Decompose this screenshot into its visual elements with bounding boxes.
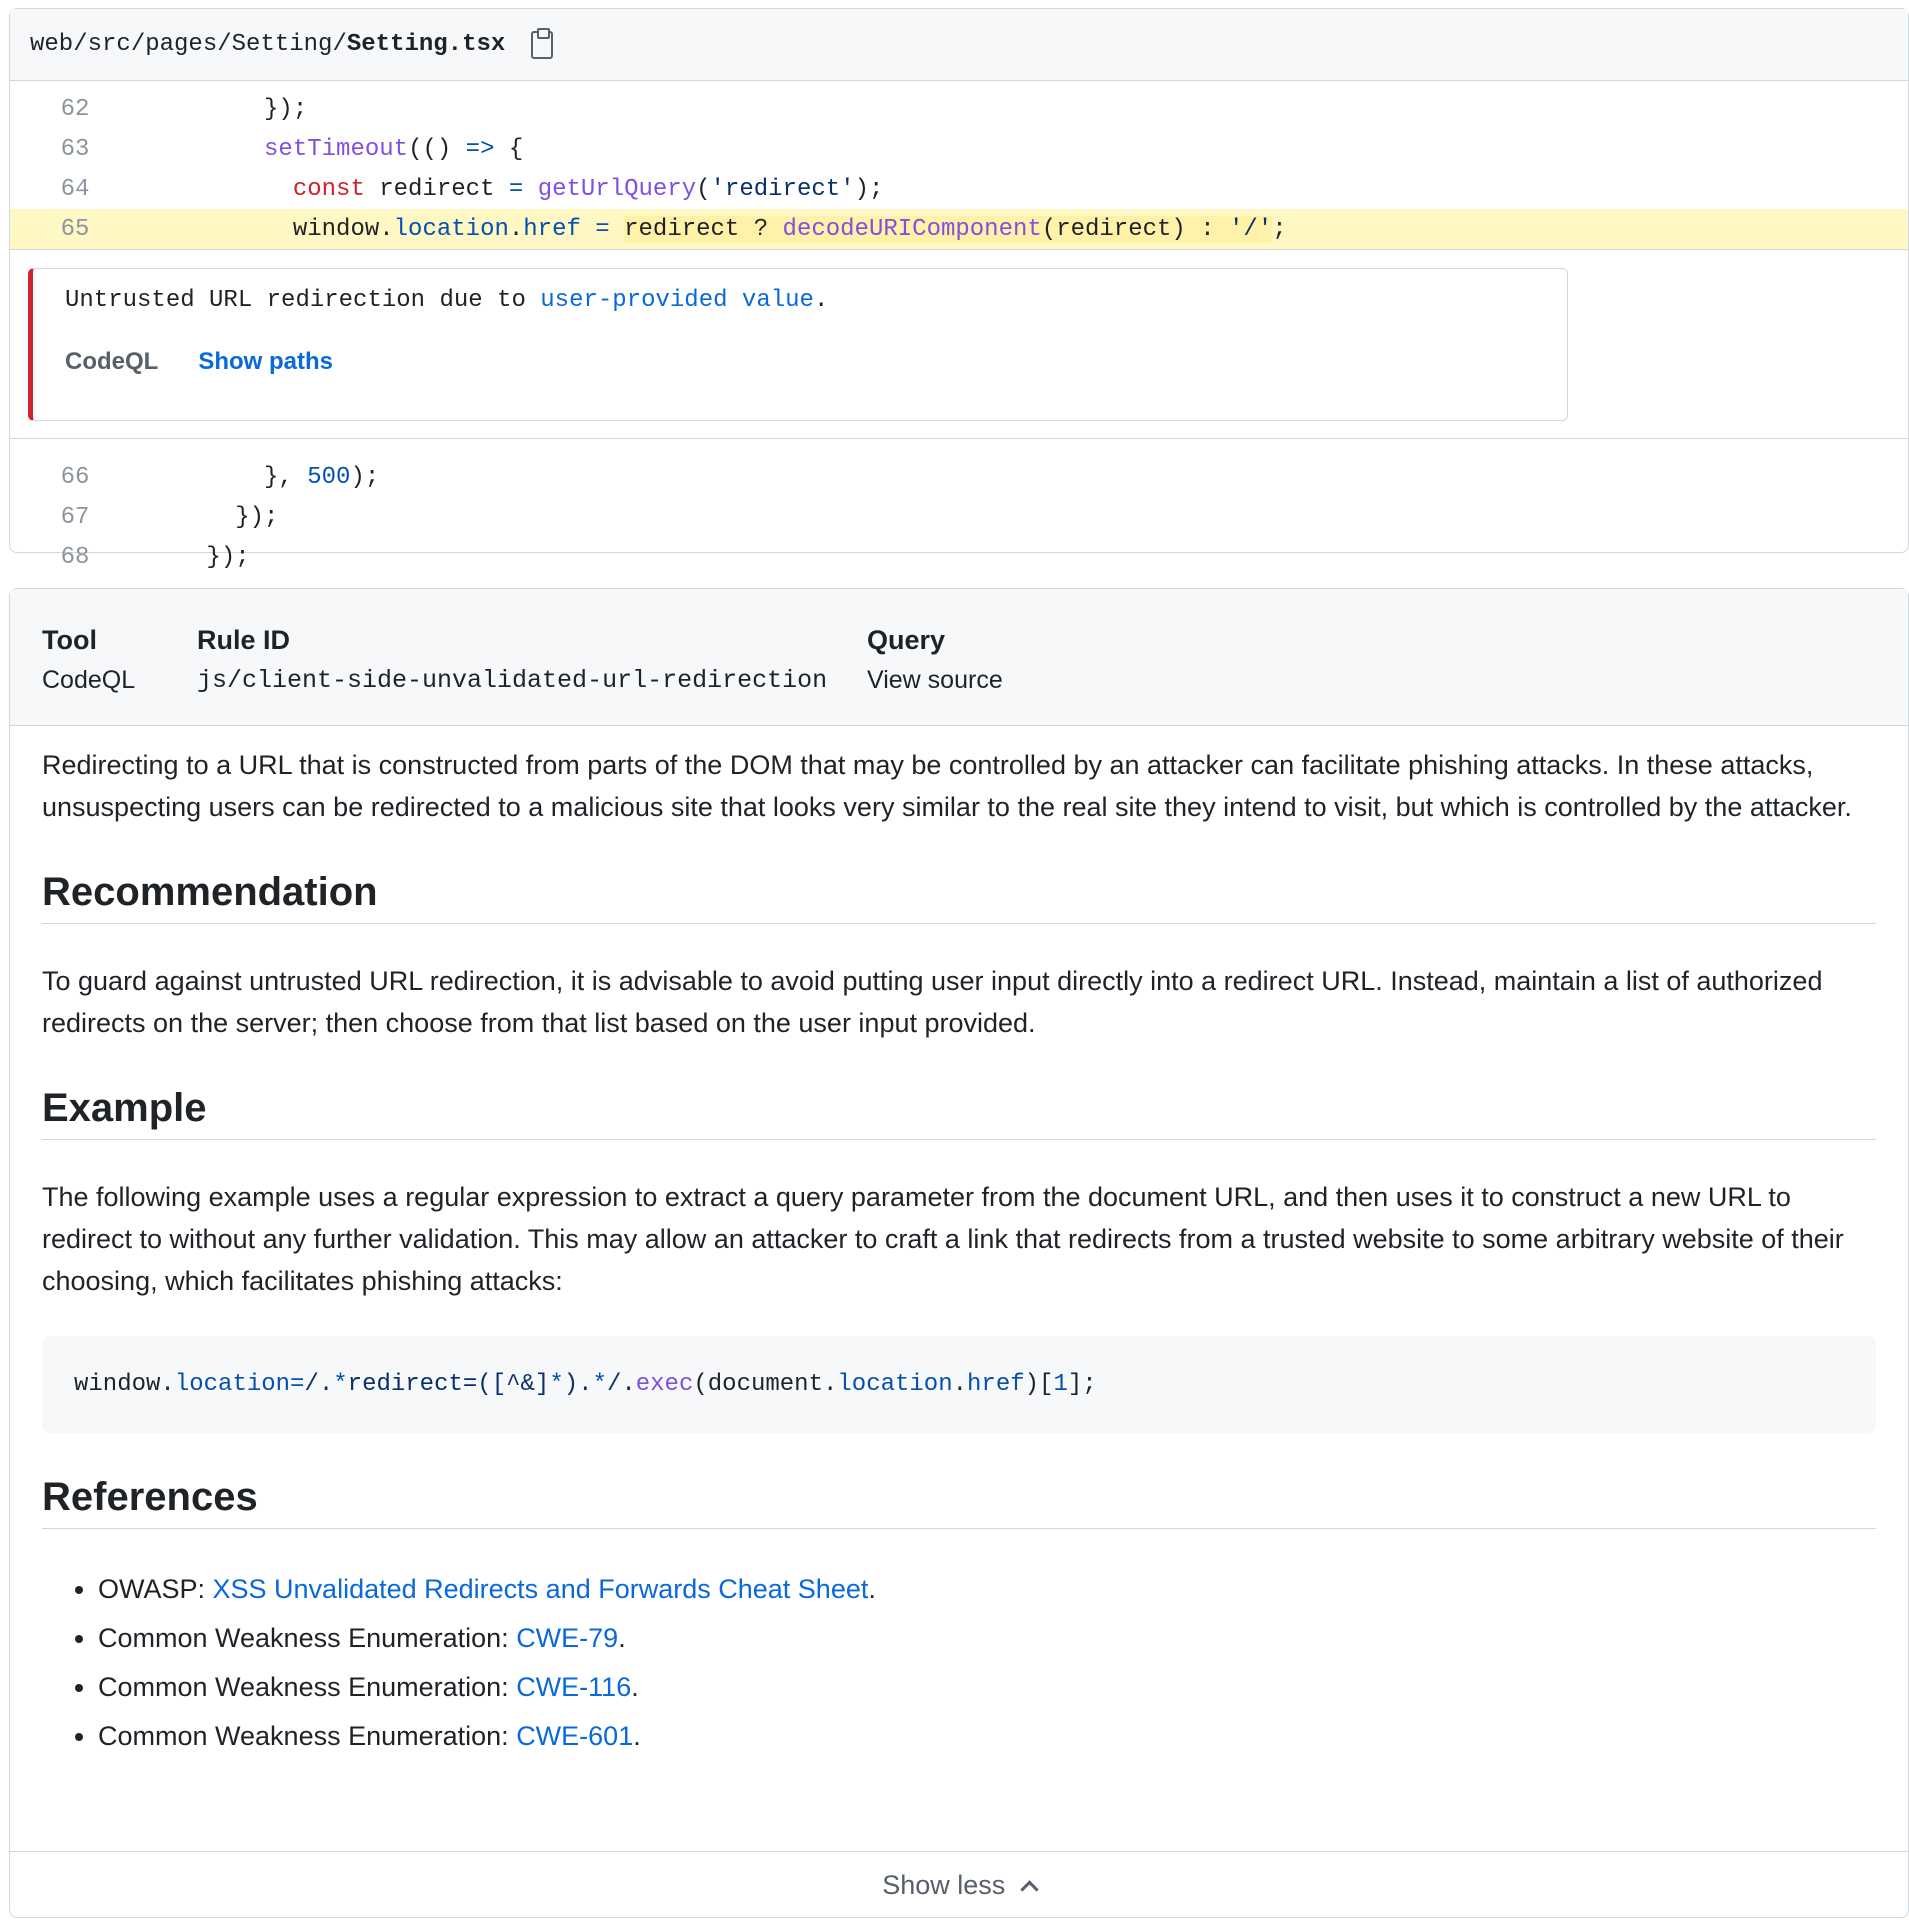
code-text: const redirect = getUrlQuery('redirect'); [292, 175, 884, 203]
reference-link[interactable]: CWE-116 [516, 1672, 632, 1702]
tool-label: Tool [42, 625, 97, 655]
intro-paragraph: Redirecting to a URL that is constructed from parts of the DOM that may be controlled by an attacker can facilitate phishing attacks. In these attacks, unsuspecting users can be redirected to a malicious site that looks very similar to the real site they intend to visit, but which is controlled by the attacker. [42, 750, 1852, 822]
file-header [10, 9, 1908, 81]
show-less-button[interactable]: Show less [10, 1851, 1908, 1921]
rule-help-panel [9, 588, 1909, 1918]
code-snippet-panel [9, 8, 1909, 571]
recommendation-paragraph: To guard against untrusted URL redirection, it is advisable to avoid putting user input directly into a redirect URL. Instead, maintain a list of authorized redirects on the server; then choose from that list based on the user input provided. [42, 966, 1823, 1038]
code-text: window.location.href = redirect ? decodeURIComponent(redirect) : '/'; [120, 215, 1287, 243]
references-heading: References [42, 1475, 1876, 1529]
line-number: 62 [60, 95, 90, 123]
show-paths-link[interactable]: Show paths [198, 348, 333, 375]
reference-link[interactable]: CWE-79 [516, 1623, 619, 1653]
reference-item: • Common Weakness Enumeration: CWE-79. [98, 1614, 1876, 1663]
example-paragraph: The following example uses a regular expression to extract a query parameter from the document URL, and then uses it to construct a new URL to redirect to without any further validation. This may allow an attacker to craft a link that redirects from a trusted website to some arbitrary website of their choosing, which facilitates phishing attacks: [42, 1182, 1844, 1296]
line-number: 63 [60, 135, 90, 163]
code-text: }); [120, 543, 250, 571]
line-number: 65 [60, 215, 90, 243]
reference-item: • OWASP: XSS Unvalidated Redirects and Forwards Cheat Sheet. [98, 1565, 1876, 1614]
example-code-block: window. location = /.*redirect=([^&]*).*/ . exec (document. location . href )[ 1 ]; [42, 1336, 1876, 1433]
references-list [42, 1565, 1876, 1761]
code-text: }, 500); [120, 463, 380, 491]
alert-row [10, 249, 1908, 439]
query-label: Query [867, 625, 946, 655]
chevron-up-icon [1020, 1880, 1038, 1898]
rule-id-value: js/client-side-unvalidated-url-redirection [197, 666, 828, 695]
copy-icon[interactable] [531, 31, 553, 59]
view-source-link[interactable]: View source [867, 666, 1003, 694]
example-heading: Example [42, 1086, 1876, 1140]
code-line-highlighted [10, 209, 1908, 249]
reference-link[interactable]: XSS Unvalidated Redirects and Forwards Cheat Sheet [212, 1574, 869, 1604]
code-line [10, 129, 1908, 169]
rule-meta [10, 589, 1908, 726]
reference-item: • Common Weakness Enumeration: CWE-601. [98, 1712, 1876, 1761]
alert-message: Untrusted URL redirection due to user-provided value. [65, 287, 829, 314]
code-text: setTimeout(() => { [264, 135, 524, 163]
file-path[interactable]: web/src/pages/Setting/Setting.tsx [30, 31, 506, 58]
code-line [10, 497, 1908, 537]
recommendation-heading: Recommendation [42, 870, 1876, 924]
reference-link[interactable]: CWE-601 [516, 1721, 634, 1751]
code-text: }); [120, 503, 279, 531]
line-number: 68 [60, 543, 90, 571]
code-text: }); [120, 95, 308, 123]
tool-value: CodeQL [42, 666, 136, 694]
alert-box [28, 268, 1568, 421]
line-number: 64 [60, 175, 90, 203]
code-line [10, 89, 1908, 129]
code-line [10, 457, 1908, 497]
code-line [10, 169, 1908, 209]
user-provided-value-link[interactable]: user-provided value [540, 287, 814, 314]
line-number: 67 [60, 503, 90, 531]
reference-item: • Common Weakness Enumeration: CWE-116. [98, 1663, 1876, 1712]
line-number: 66 [60, 463, 90, 491]
code-line [10, 537, 1908, 577]
alert-tool: CodeQL [65, 348, 159, 375]
rule-id-label: Rule ID [197, 625, 291, 655]
